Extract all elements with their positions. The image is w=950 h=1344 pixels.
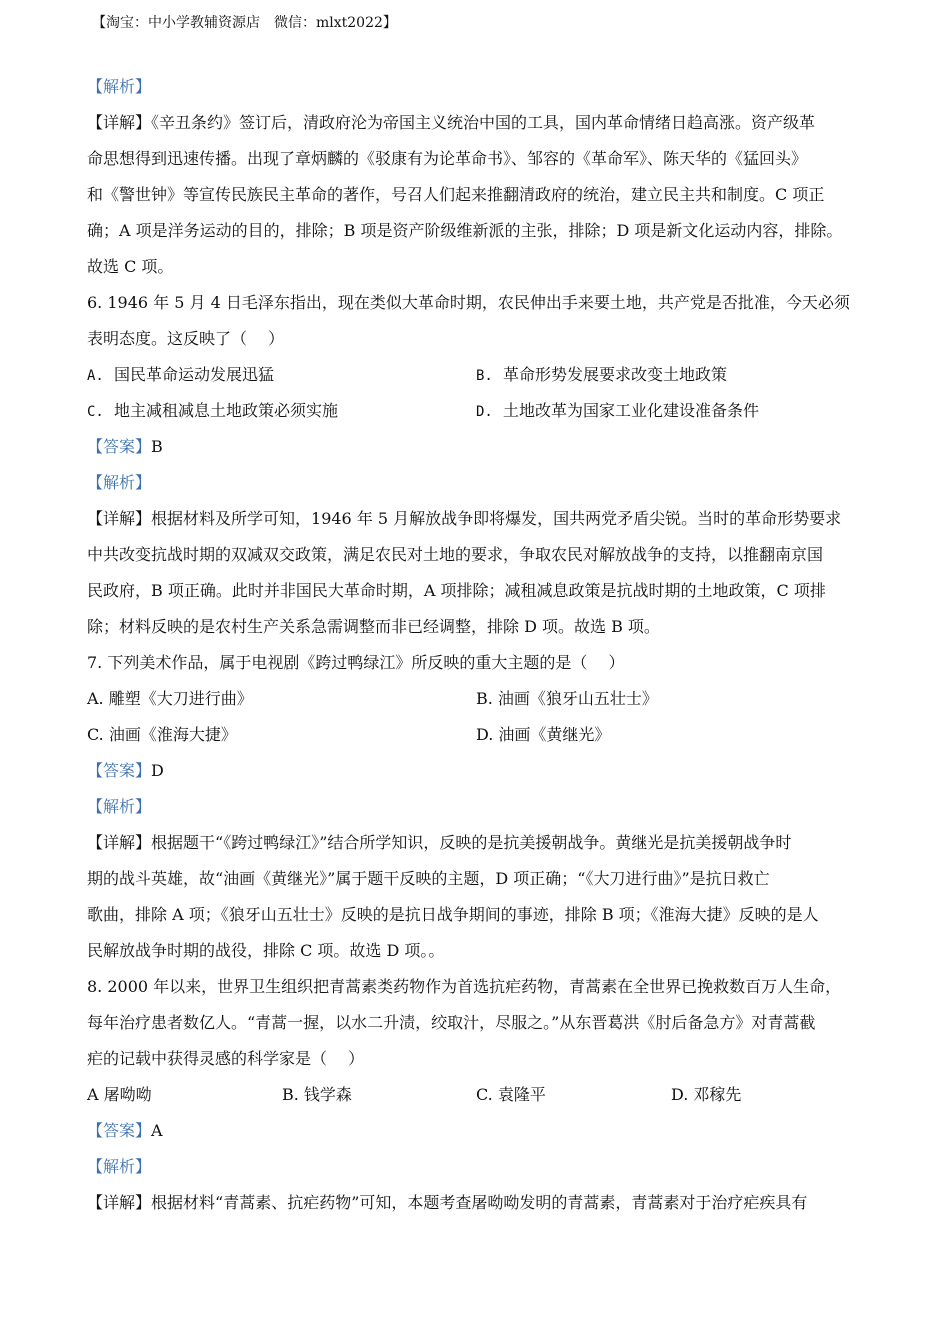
q6-explain-line-2: 中共改变抗战时期的双减双交政策，满足农民对土地的要求，争取农民对解放战争的支持，以推翻南京国 (87, 545, 824, 564)
q8-detail-label: 【详解】 (87, 1193, 152, 1212)
q7-option-b: B. 油画《狼牙山五壮士》 (476, 689, 658, 708)
q7-option-d: D. 油画《黄继光》 (476, 725, 611, 744)
q6-stem-line-1: 6. 1946 年 5 月 4 日毛泽东指出，现在类似大革命时期，农民伸出手来要土地，共产党是否批准，今天必须 (87, 293, 850, 312)
q6-stem-line-2: 表明态度。这反映了（ ） (87, 329, 285, 348)
q7-explain-line-2: 期的战斗英雄，故“油画《黄继光》”属于题干反映的主题，D 项正确；“《大刀进行曲》”是抗日救亡 (87, 869, 770, 888)
q5-explain-line-5: 故选 C 项。 (87, 257, 174, 276)
q5-analysis-label: 【解析】 (87, 77, 152, 96)
q6-answer (87, 434, 865, 470)
q8-answer-value: A (151, 1121, 163, 1140)
q5-explain-line-2: 命思想得到迅速传播。出现了章炳麟的《驳康有为论革命书》、邹容的《革命军》、陈天华的《猛回头》 (87, 149, 808, 168)
q8-option-d: D. 邓稼先 (671, 1085, 742, 1104)
q7-stem: 7. 下列美术作品，属于电视剧《跨过鸭绿江》所反映的重大主题的是（ ） (87, 653, 625, 672)
q8-explain-line-1: 【详解】根据材料“青蒿素、抗疟药物”可知，本题考查屠呦呦发明的青蒿素，青蒿素对于治疗疟疾具有 (87, 1193, 808, 1212)
q7-options-row-2 (87, 722, 865, 758)
document-body (87, 74, 865, 1226)
q8-options-row (87, 1082, 865, 1118)
q7-option-c: C. 油画《淮海大捷》 (87, 725, 237, 744)
q5-explain-line-1: 【详解】《辛丑条约》签订后，清政府沦为帝国主义统治中国的工具，国内革命情绪日趋高涨。资产级革 (87, 113, 816, 132)
q6-analysis-label: 【解析】 (87, 473, 152, 492)
q8-option-b: B. 钱学森 (282, 1085, 352, 1104)
q8-option-c: C. 袁隆平 (476, 1085, 546, 1104)
q6-option-a: A. 国民革命运动发展迅猛 (87, 365, 275, 384)
q7-explain-line-4: 民解放战争时期的战役，排除 C 项。故选 D 项。。 (87, 941, 445, 960)
q7-analysis-label: 【解析】 (87, 797, 152, 816)
q7-explain-line-1: 【详解】根据题干“《跨过鸭绿江》”结合所学知识，反映的是抗美援朝战争。黄继光是抗美援朝战争时 (87, 833, 792, 852)
q7-answer-label: 【答案】 (87, 761, 152, 780)
q8-stem-line-2: 每年治疗患者数亿人。“青蒿一握，以水二升渍，绞取汁，尽服之。”从东晋葛洪《肘后备急方》对青蒿截 (87, 1013, 816, 1032)
q8-analysis-label: 【解析】 (87, 1157, 152, 1176)
q5-detail-label: 【详解】 (87, 113, 152, 132)
q7-answer-value: D (151, 761, 164, 780)
q5-explain-line-3: 和《警世钟》等宣传民族民主革命的著作，号召人们起来推翻清政府的统治，建立民主共和制度。C 项正 (87, 185, 825, 204)
q8-answer (87, 1118, 865, 1154)
q7-option-a: A. 雕塑《大刀进行曲》 (87, 689, 253, 708)
q6-explain-line-1: 【详解】根据材料及所学可知，1946 年 5 月解放战争即将爆发，国共两党矛盾尖锐。当时的革命形势要求 (87, 509, 842, 528)
page-header: 【淘宝：中小学教辅资源店 微信：mlxt2022】 (92, 15, 397, 31)
q6-explain-line-4: 除；材料反映的是农村生产关系急需调整而非已经调整，排除 D 项。故选 B 项。 (87, 617, 660, 636)
q8-answer-label: 【答案】 (87, 1121, 152, 1140)
q6-option-b: B. 革命形势发展要求改变土地政策 (476, 365, 728, 384)
q7-options-row-1 (87, 686, 865, 722)
q6-option-c: C. 地主减租减息土地政策必须实施 (87, 401, 339, 420)
q6-explain-line-3: 民政府，B 项正确。此时并非国民大革命时期，A 项排除；减租减息政策是抗战时期的土地政策，C 项排 (87, 581, 826, 600)
q6-answer-label: 【答案】 (87, 437, 152, 456)
q6-options-row-1 (87, 362, 865, 398)
q6-answer-value: B (151, 437, 163, 456)
q8-option-a: A 屠呦呦 (87, 1085, 152, 1104)
q7-explain-line-3: 歌曲，排除 A 项；《狼牙山五壮士》反映的是抗日战争期间的事迹，排除 B 项；《淮海大捷》反映的是人 (87, 905, 819, 924)
q6-detail-label: 【详解】 (87, 509, 152, 528)
q6-options-row-2 (87, 398, 865, 434)
q8-stem-line-3: 疟的记载中获得灵感的科学家是（ ） (87, 1049, 365, 1068)
q5-explain-line-4: 确；A 项是洋务运动的目的，排除；B 项是资产阶级维新派的主张，排除；D 项是新文化运动内容，排除。 (87, 221, 843, 240)
q7-detail-label: 【详解】 (87, 833, 152, 852)
q7-answer (87, 758, 865, 794)
q6-option-d: D. 土地改革为国家工业化建设准备条件 (476, 401, 760, 420)
q8-stem-line-1: 8. 2000 年以来，世界卫生组织把青蒿素类药物作为首选抗疟药物，青蒿素在全世界已挽救数百万人生命， (87, 977, 842, 996)
